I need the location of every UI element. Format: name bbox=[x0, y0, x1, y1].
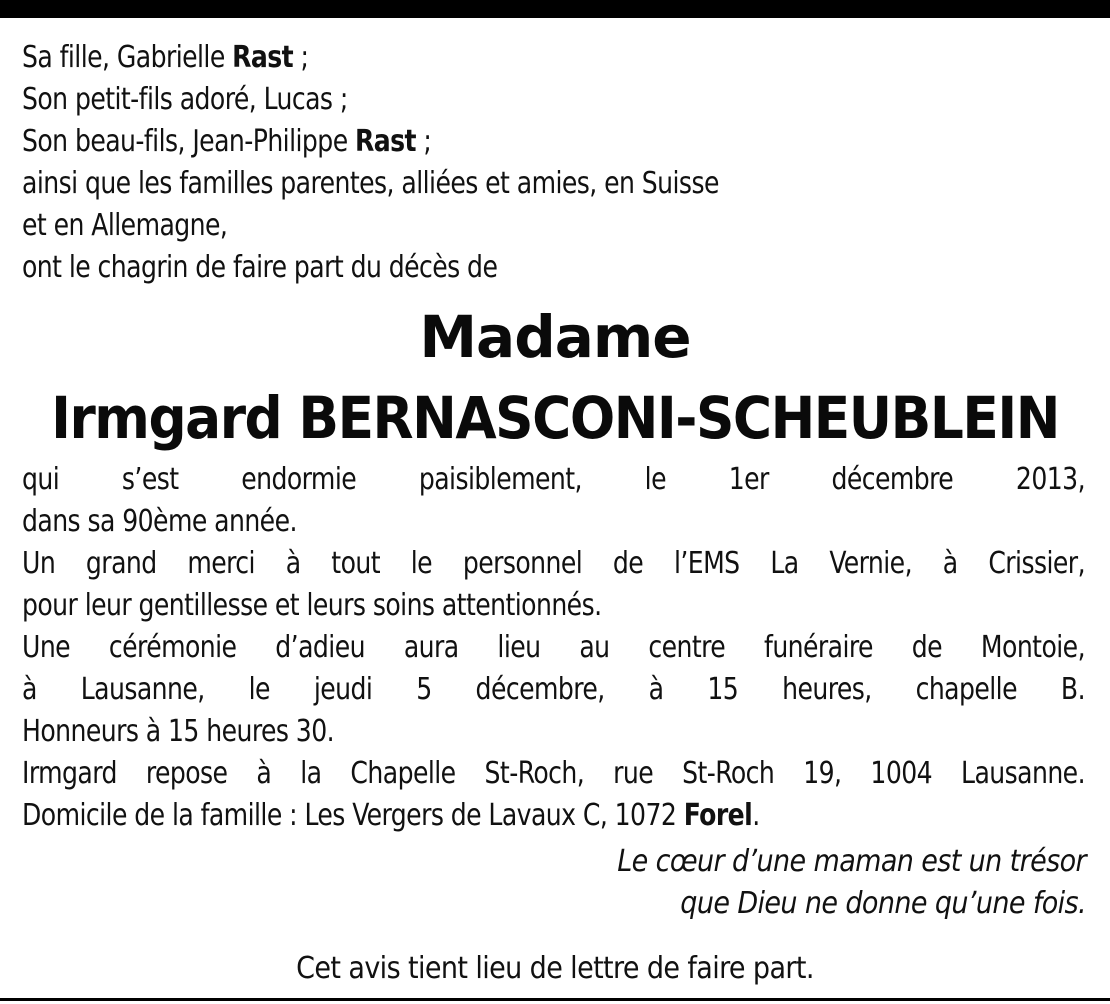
details-line-1: qui s’est endormie paisiblement, le 1er décembre 2013, bbox=[22, 462, 1085, 497]
details-line-6: à Lausanne, le jeudi 5 décembre, à 15 heures, chapelle B. bbox=[22, 672, 1085, 707]
details-line-9: Domicile de la famille : Les Vergers de Lavaux C, 1072 Forel. bbox=[22, 798, 760, 833]
intro-line-daughter: Sa fille, Gabrielle Rast ; bbox=[22, 40, 309, 75]
details-line-3: Un grand merci à tout le personnel de l’EMS La Vernie, à Crissier, bbox=[22, 546, 1085, 581]
intro-line-son-in-law: Son beau-fils, Jean-Philippe Rast ; bbox=[22, 124, 432, 159]
details-line-4: pour leur gentillesse et leurs soins attentionnés. bbox=[22, 588, 602, 623]
obituary-details bbox=[22, 459, 1085, 837]
quote-line-2: que Dieu ne donne qu’une fois. bbox=[680, 886, 1086, 921]
quote-line-1: Le cœur d’une maman est un trésor bbox=[617, 844, 1086, 879]
intro-line-announcement: ont le chagrin de faire part du décès de bbox=[22, 250, 498, 285]
deceased-title: Madame bbox=[419, 303, 691, 371]
intro-line-families: ainsi que les familles parentes, alliées et amies, en Suisse bbox=[22, 166, 719, 201]
details-line-2: dans sa 90ème année. bbox=[22, 504, 297, 539]
deceased-name: Irmgard BERNASCONI-SCHEUBLEIN bbox=[51, 384, 1059, 452]
details-line-8: Irmgard repose à la Chapelle St-Roch, rue St-Roch 19, 1004 Lausanne. bbox=[22, 756, 1085, 791]
top-border bbox=[0, 0, 1110, 18]
intro-line-grandson: Son petit-fils adoré, Lucas ; bbox=[22, 82, 348, 117]
details-line-7: Honneurs à 15 heures 30. bbox=[22, 714, 335, 749]
bottom-border bbox=[0, 998, 1110, 1001]
footer-note: Cet avis tient lieu de lettre de faire part. bbox=[296, 951, 814, 986]
intro-line-germany: et en Allemagne, bbox=[22, 208, 228, 243]
family-intro bbox=[22, 37, 1085, 289]
details-line-5: Une cérémonie d’adieu aura lieu au centre funéraire de Montoie, bbox=[22, 630, 1085, 665]
quote-block bbox=[386, 841, 1086, 925]
